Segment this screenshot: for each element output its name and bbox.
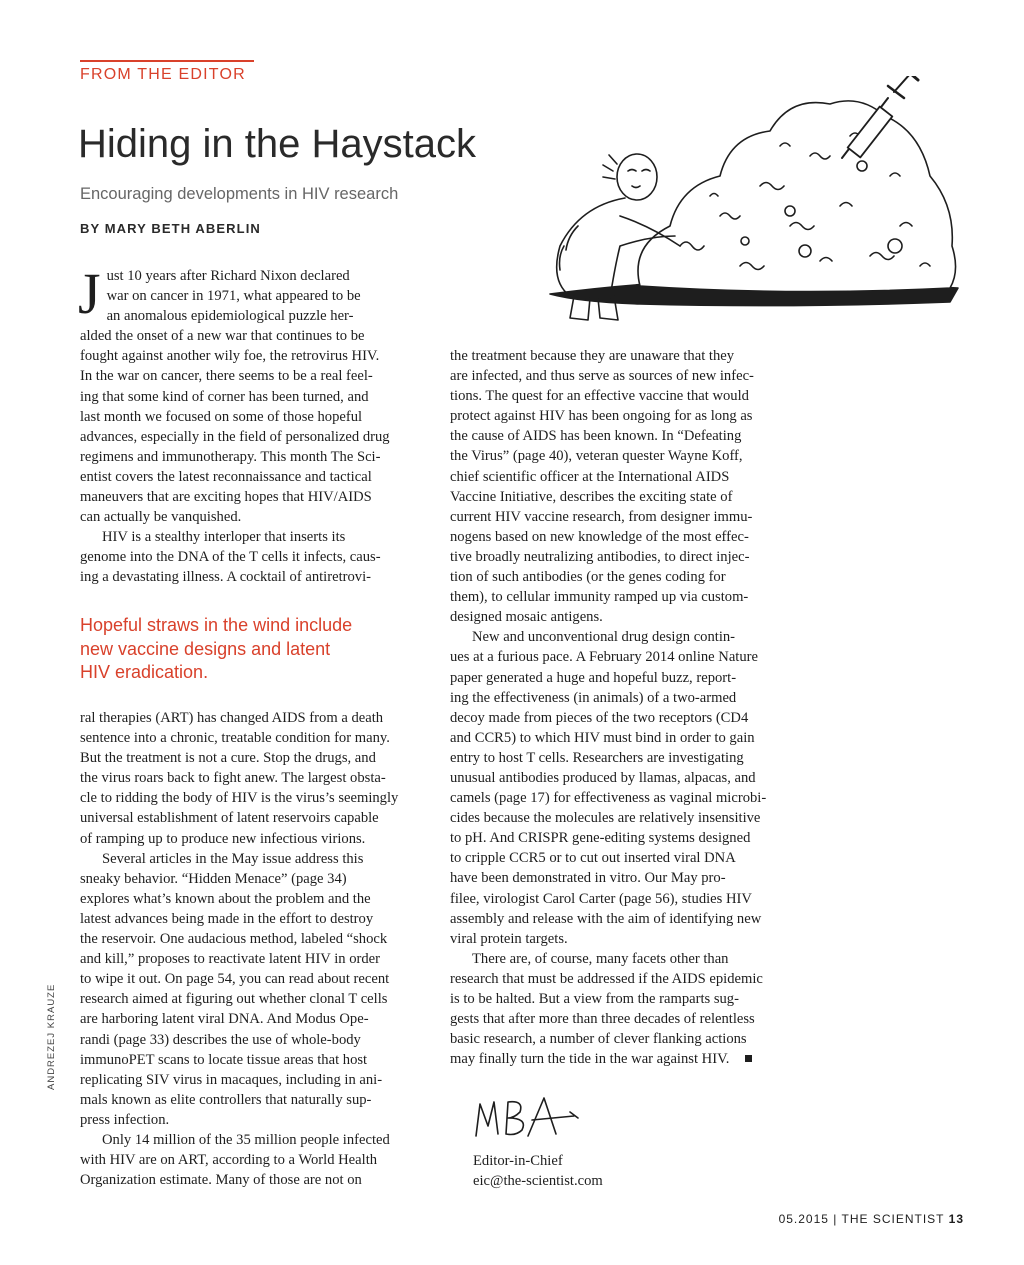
text-line: ing the effectiveness (in animals) of a two-armed [450,689,737,706]
text-line: ing that some kind of corner has been turned, and [80,388,369,405]
text-line: latest advances being made in the effort to destroy [80,910,374,927]
text-line: basic research, a number of clever flanking actions [450,1031,747,1048]
paragraph-intro [78,261,430,527]
text-line: alded the onset of a new war that continues to be [80,328,365,345]
text-line: the treatment because they are unaware that they [450,348,735,364]
text-line: tion of such antibodies (or the genes coding for [450,569,726,586]
text-line: ing a devastating illness. A cocktail of antiretrovi- [80,569,371,586]
paragraph [450,627,800,949]
text-line: to wipe it out. On page 54, you can read about recent [80,971,390,988]
text-line: sentence into a chronic, treatable condition for many. [80,730,390,747]
text-line: are harboring latent viral DNA. And Modus Ope- [80,1011,369,1028]
page-number: 13 [948,1212,964,1226]
text-line: advances, especially in the field of personalized drug [80,428,390,445]
text-line: tive broadly neutralizing antibodies, to direct injec- [450,548,750,565]
text-line: the cause of AIDS has been known. In “Defeating [450,428,742,445]
text-line: randi (page 33) describes the use of whole-body [80,1031,361,1048]
text-line: to pH. And CRISPR gene-editing systems designed [450,830,751,847]
editor-email-link[interactable]: eic@the-scientist.com [473,1173,603,1189]
text-line: entist covers the latest reconnaissance and tactical [80,468,372,485]
text-line: research aimed at figuring out whether clonal T cells [80,991,388,1008]
article-subtitle: Encouraging developments in HIV research [80,185,399,203]
paragraph [80,527,430,587]
text-line: immunoPET scans to locate tissue areas that host [80,1051,368,1068]
signature-mark [470,1090,582,1146]
text-line: genome into the DNA of the T cells it infects, caus- [80,549,381,566]
text-line: mals known as elite controllers that naturally sup- [80,1091,372,1108]
drop-cap: J [78,261,101,326]
text-line: decoy made from pieces of the two receptors (CD4 [450,709,749,726]
illustration-credit: ANDREZEJ KRAUZE [46,983,57,1090]
text-line: In the war on cancer, there seems to be a real feel- [80,368,373,385]
text-line: war on cancer in 1971, what appeared to be [106,288,361,305]
text-line: Vaccine Initiative, describes the exciting state of [450,488,733,505]
text-line: filee, virologist Carol Carter (page 56), studies HIV [450,890,752,907]
text-line: entry to host T cells. Researchers are investigating [450,749,744,766]
text-line: maneuvers that are exciting hopes that HIV/AIDS [80,489,372,506]
byline: BY MARY BETH ABERLIN [80,221,261,236]
haystack-illustration [490,76,970,326]
text-line: protect against HIV has been ongoing for as long as [450,408,753,425]
page-folio [779,1212,964,1226]
text-line: New and unconventional drug design contin- [472,629,736,646]
text-line: But the treatment is not a cure. Stop the drugs, and [80,750,376,767]
text-line: and CCR5) to which HIV must bind in order to gain [450,729,755,746]
text-line-final [450,1049,800,1069]
text-line: Organization estimate. Many of those are not on [80,1172,362,1189]
text-line: universal establishment of latent reservoirs capable [80,810,379,827]
paragraph-continued [80,708,430,849]
text-line: fought against another wily foe, the retrovirus HIV. [80,348,380,365]
folio-text: 05.2015 | THE SCIENTIST [778,1212,945,1226]
text-line: cides because the molecules are relatively insensitive [450,810,761,827]
paragraph [450,949,800,1070]
text-line: assembly and release with the aim of identifying new [450,910,762,927]
pull-quote-line: Hopeful straws in the wind include [80,615,353,635]
text-line: current HIV vaccine research, from designer immu- [450,508,753,525]
text-line: paper generated a huge and hopeful buzz, report- [450,669,737,686]
text-line: chief scientific officer at the International AIDS [450,468,730,485]
article-title: Hiding in the Haystack [78,122,476,166]
text-line: to cripple CCR5 or to cut out inserted viral DNA [450,850,736,867]
text-line: may finally turn the tide in the war against HIV. [450,1051,730,1068]
text-line: the virus roars back to fight anew. The largest obsta- [80,770,386,787]
text-line: with HIV are on ART, according to a World Health [80,1152,378,1169]
pull-quote [80,614,420,685]
text-line: replicating SIV virus in macaques, including in ani- [80,1071,383,1088]
text-line: sneaky behavior. “Hidden Menace” (page 34) [80,870,347,887]
text-line: the Virus” (page 40), veteran quester Wayne Koff, [450,448,743,465]
text-line: can actually be vanquished. [80,509,242,526]
text-line: last month we focused on some of those hopeful [80,408,363,425]
text-line: is to be halted. But a view from the ramparts sug- [450,991,739,1007]
left-column-top [78,261,430,588]
text-line: ust 10 years after Richard Nixon declared [106,268,350,284]
text-line: the reservoir. One audacious method, labeled “shock [80,931,388,948]
text-line: unusual antibodies produced by llamas, alpacas, and [450,769,756,786]
text-line: ues at a furious pace. A February 2014 online Nature [450,649,759,666]
text-line: are infected, and thus serve as sources of new infec- [450,368,754,385]
section-rule [80,60,254,62]
text-line: tions. The quest for an effective vaccine that would [450,388,749,405]
text-line: viral protein targets. [450,930,568,947]
text-line: Only 14 million of the 35 million people infected [102,1131,390,1148]
text-line: explores what’s known about the problem and the [80,890,371,907]
text-line: regimens and immunotherapy. This month The Sci- [80,448,381,465]
signature-role: Editor-in-Chief [473,1153,563,1169]
text-line: designed mosaic antigens. [450,609,603,626]
end-mark-icon [745,1055,752,1062]
paragraph [80,849,430,1130]
text-line: them), to cellular immunity ramped up via custom- [450,589,749,606]
paragraph [80,1130,430,1190]
text-line: nogens based on new knowledge of the most effec- [450,528,749,545]
text-line: press infection. [80,1111,170,1128]
text-line: and kill,” proposes to reactivate latent HIV in order [80,951,381,968]
text-line: gests that after more than three decades of relentless [450,1011,755,1028]
pull-quote-line: HIV eradication. [80,662,209,682]
text-line: ral therapies (ART) has changed AIDS from a death [80,710,384,726]
section-label: FROM THE EDITOR [80,66,246,83]
text-line: cle to ridding the body of HIV is the virus’s seemingly [80,790,399,807]
text-line: Several articles in the May issue address this [102,850,364,867]
pull-quote-line: new vaccine designs and latent [80,638,331,659]
right-column [450,346,800,1069]
text-line: research that must be addressed if the AIDS epidemic [450,970,763,987]
text-line: camels (page 17) for effectiveness as vaginal microbi- [450,790,767,807]
text-line: HIV is a stealthy interloper that inserts its [102,529,346,546]
left-column-bottom [80,708,430,1190]
text-line: an anomalous epidemiological puzzle her- [106,308,354,325]
text-line: There are, of course, many facets other than [472,950,729,967]
paragraph-continued [450,346,800,627]
text-line: have been demonstrated in vitro. Our May pro- [450,870,726,887]
text-line: of ramping up to produce new infectious virions. [80,830,366,847]
